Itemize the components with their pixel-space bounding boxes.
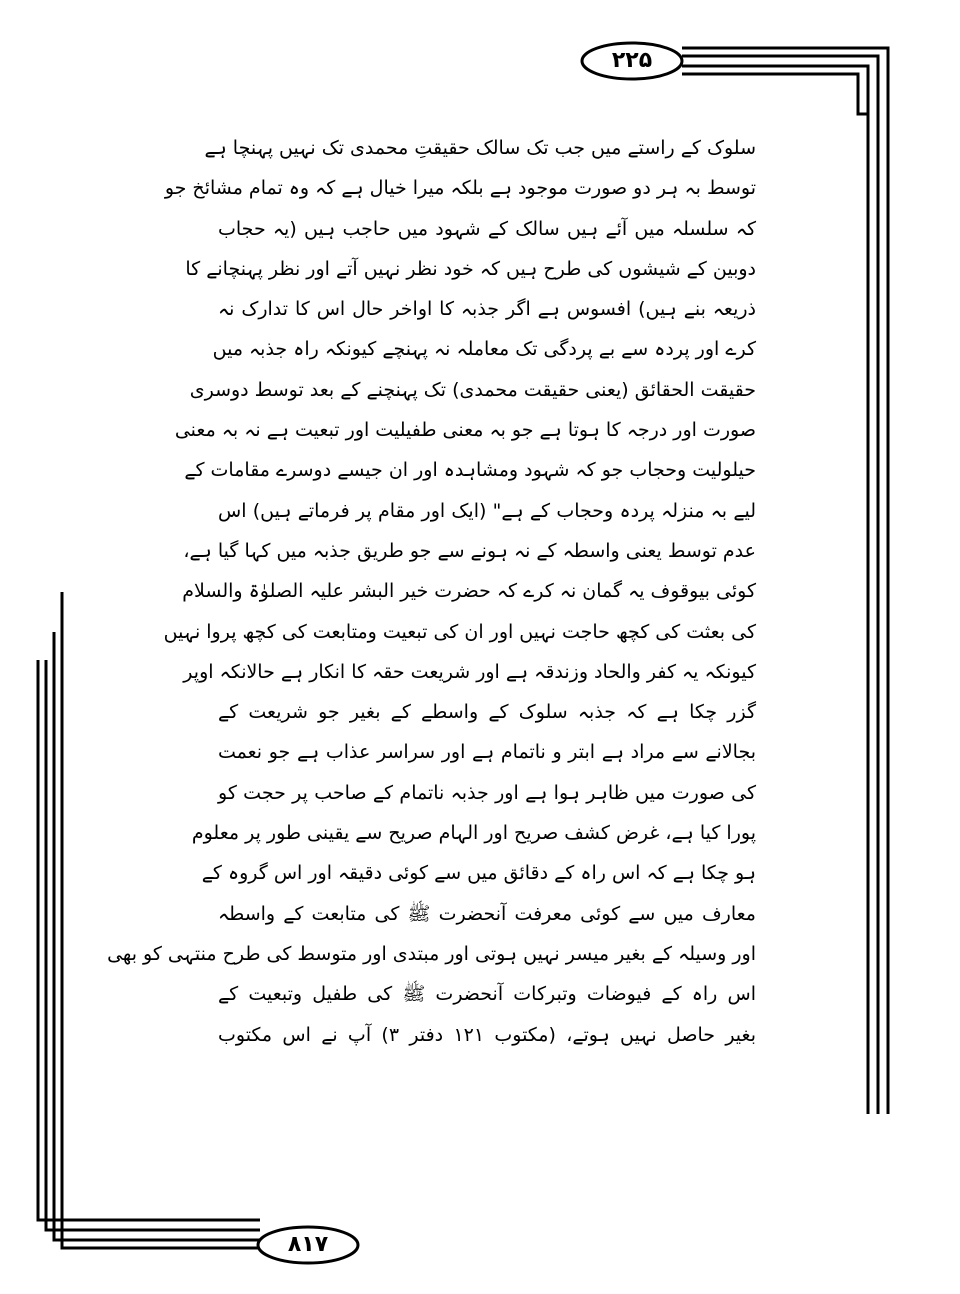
text-line: عدم توسط یعنی واسطہ کے نہ ہونے سے جو طریق جذبہ میں کہا گیا ہے،: [183, 539, 756, 562]
text-line: ہو چکا ہے کہ اس راہ کے دقائق میں سے کوئی دقیقہ اور اس گروہ کے: [201, 862, 756, 885]
page-number-bottom: ۸۱۷: [287, 1232, 329, 1257]
page-number-top: ۲۲۵: [611, 48, 653, 73]
text-line: ذریعہ بنے ہیں) افسوس ہے اگر جذبہ کا اواخر حال اس کا تدارک نہ: [218, 298, 756, 321]
text-line: کہ سلسلہ میں آئے ہیں سالک کے شہود میں حاجب ہیں (یہ حجاب: [218, 217, 756, 240]
text-line: پورا کیا ہے، غرض کشف صریح اور الہام صریح سے یقینی طور پر معلوم: [191, 822, 756, 845]
text-line: معارف میں سے کوئی معرفت آنحضرت ﷺ کی متابعت کے واسطہ: [218, 902, 756, 925]
text-line: کرے اور پردہ سے بے پردگی تک معاملہ نہ پہنچے کیونکہ راہ جذبہ میں: [212, 338, 756, 361]
text-line: سلوک کے راستے میں جب تک سالک حقیقتِ محمدی تک نہیں پہنچا ہے: [204, 137, 756, 159]
body-text: [107, 128, 756, 1055]
text-line: کیونکہ یہ کفر والحاد وزندقہ ہے اور شریعت حقہ کا انکار ہے حالانکہ اوپر: [183, 660, 756, 683]
text-line: گزر چکا ہے کہ جذبہ سلوک کے واسطے کے بغیر جو شریعت کے: [218, 701, 756, 724]
text-line: کی بعثت کی کچھ حاجت نہیں اور ان کی تبعیت ومتابعت کی کچھ پروا نہیں: [163, 620, 756, 643]
text-line: کوئی بیوقوف یہ گمان نہ کرے کہ حضرت خیر البشر علیہ الصلوٰۃ والسلام: [182, 580, 756, 603]
text-line: حیلولیت وحجاب جو کہ شہود ومشاہدہ اور ان جیسے دوسرے مقامات کے: [184, 459, 756, 482]
text-line: دوبین کے شیشوں کی طرح ہیں کہ خود نظر نہیں آتے اور نظر پہنچانے کا: [185, 257, 756, 280]
text-line: بغیر حاصل نہیں ہوتے، (مکتوب ۱۲۱ دفتر ۳) آپ نے اس مکتوب: [218, 1023, 756, 1046]
text-line: اس راہ کے فیوضات وتبرکات آنحضرت ﷺ کی طفیل وتبعیت کے: [218, 983, 756, 1006]
text-line: حقیقت الحقائق (یعنی حقیقت محمدی) تک پہنچنے کے بعد توسط دوسری: [189, 378, 756, 401]
text-line: لیے بہ منزلہ پردہ وحجاب کے ہے" (ایک اور مقام پر فرماتے ہیں) اس: [218, 499, 756, 522]
text-line: اور وسیلہ کے بغیر میسر نہیں ہوتی اور مبتدی اور متوسط کی طرح منتہی کو بھی: [107, 942, 756, 965]
text-line: صورت اور درجہ کا ہوتا ہے جو بہ معنی طفیلیت اور تبعیت ہے نہ بہ معنی: [174, 419, 756, 442]
text-line: بجالانے سے مراد ہے ابتر و ناتمام ہے اور سراسر عذاب ہے جو نعمت: [218, 741, 756, 764]
text-line: کی صورت میں ظاہر ہوا ہے اور جذبہ ناتمام کے صاحب پر حجت کو: [218, 781, 756, 804]
text-line: توسط بہ ہر دو صورت موجود ہے بلکہ میرا خیال ہے کہ وہ تمام مشائخ جو: [164, 177, 756, 200]
